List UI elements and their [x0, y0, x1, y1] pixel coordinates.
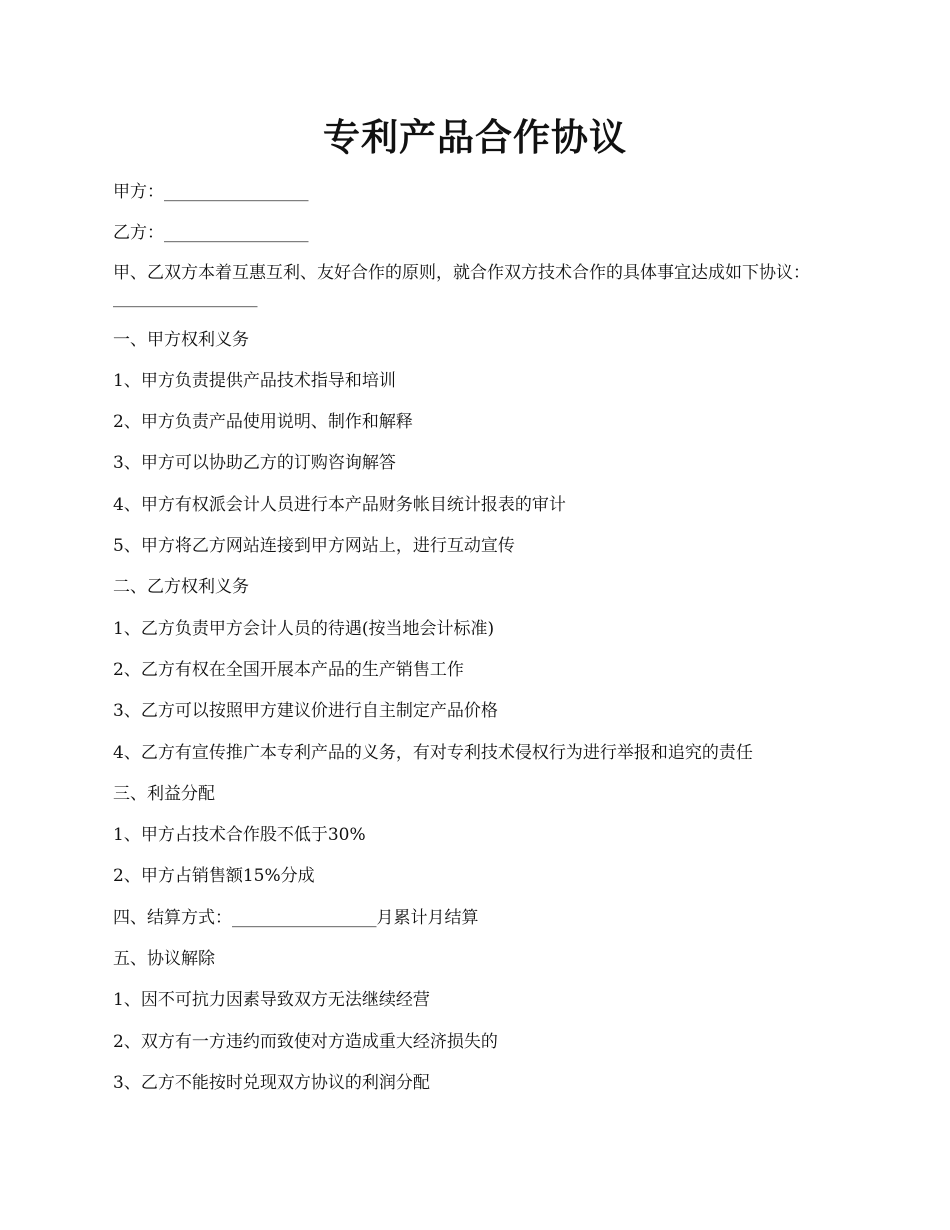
section-heading-profit-sharing: 三、利益分配	[113, 783, 215, 804]
document-body	[113, 178, 843, 1110]
clause-b-1: 1、乙方负责甲方会计人员的待遇(按当地会计标准)	[113, 618, 495, 639]
clause-a-1: 1、甲方负责提供产品技术指导和培训	[113, 370, 396, 391]
clause-a-5: 5、甲方将乙方网站连接到甲方网站上，进行互动宣传	[113, 536, 515, 557]
clause-b-3: 3、乙方可以按照甲方建议价进行自主制定产品价格	[113, 701, 498, 722]
clause-termination-3: 3、乙方不能按时兑现双方协议的利润分配	[113, 1072, 430, 1093]
section-heading-party-b-rights: 二、乙方权利义务	[113, 577, 249, 598]
clause-b-4: 4、乙方有宣传推广本专利产品的义务，有对专利技术侵权行为进行举报和追究的责任	[113, 742, 753, 763]
section-heading-settlement: 四、结算方式：_________________月累计月结算	[113, 907, 479, 928]
clause-a-4: 4、甲方有权派会计人员进行本产品财务帐目统计报表的审计	[113, 494, 566, 515]
section-heading-party-a-rights: 一、甲方权利义务	[113, 329, 249, 350]
clause-profit-1: 1、甲方占技术合作股不低于30%	[113, 825, 366, 846]
preamble-paragraph: 甲、乙双方本着互惠互利、友好合作的原则，就合作双方技术合作的具体事宜达成如下协议：_________________	[113, 262, 810, 308]
clause-termination-1: 1、因不可抗力因素导致双方无法继续经营	[113, 990, 430, 1011]
clause-a-2: 2、甲方负责产品使用说明、制作和解释	[113, 412, 413, 433]
clause-a-3: 3、甲方可以协助乙方的订购咨询解答	[113, 453, 396, 474]
clause-termination-2: 2、双方有一方违约而致使对方造成重大经济损失的	[113, 1031, 498, 1052]
party-a-line: 甲方：_________________	[113, 182, 309, 202]
clause-b-2: 2、乙方有权在全国开展本产品的生产销售工作	[113, 659, 464, 680]
party-b-line: 乙方：_________________	[113, 223, 309, 244]
section-heading-termination: 五、协议解除	[113, 949, 215, 970]
clause-profit-2: 2、甲方占销售额15%分成	[113, 866, 315, 887]
document-title: 专利产品合作协议	[323, 115, 627, 159]
